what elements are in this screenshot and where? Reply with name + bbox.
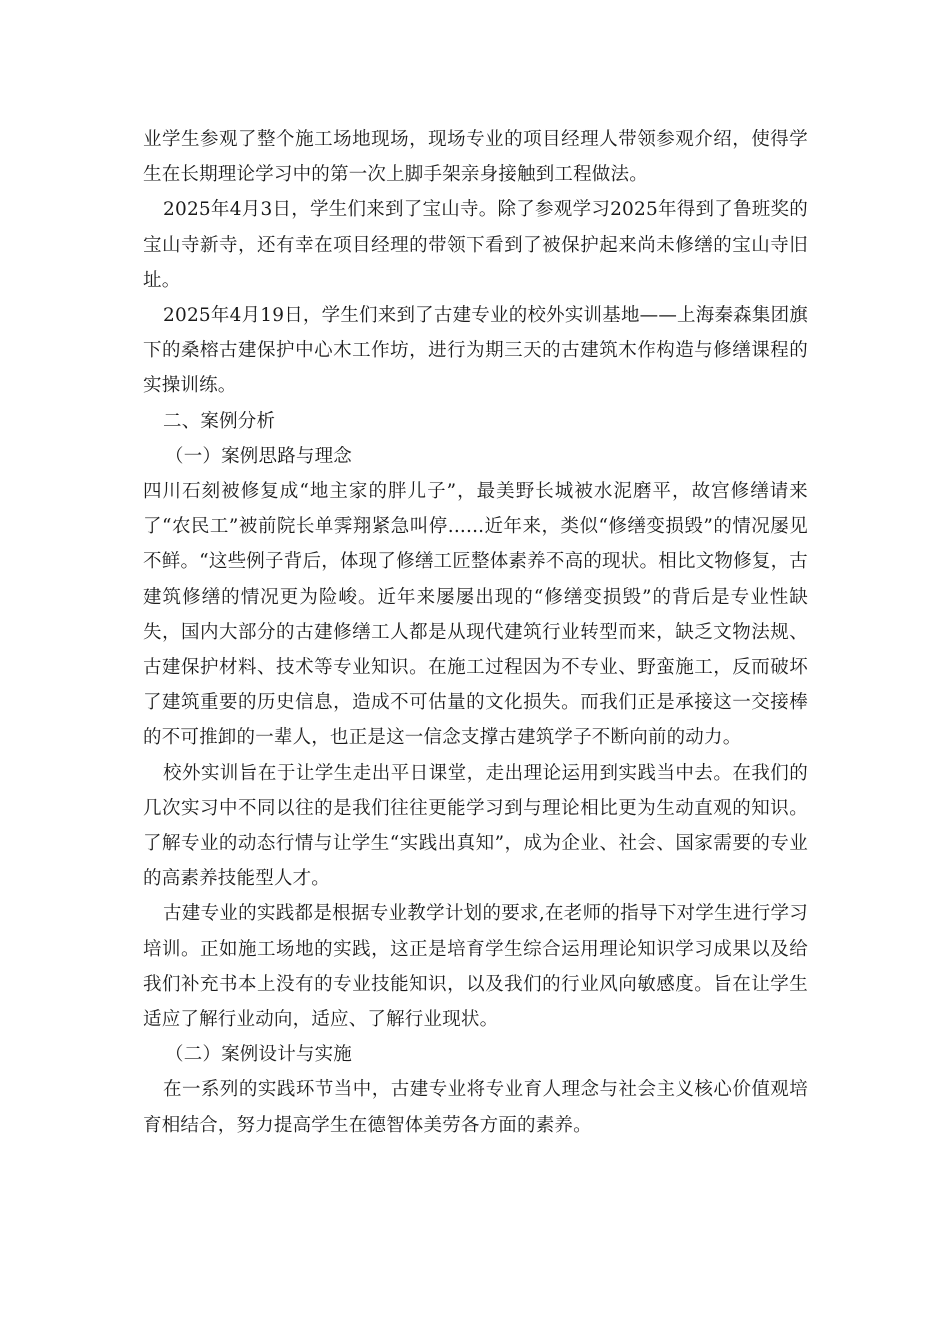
paragraph-values-education: 在一系列的实践环节当中，古建专业将专业育人理念与社会主义核心价值观培育相结合，努力提高学生在德智体美劳各方面的素养。 [143,1079,808,1136]
paragraph-baoshan-temple: 2025年4月3日，学生们来到了宝山寺。除了参观学习2025年得到了鲁班奖的宝山寺新寺，还有幸在项目经理的带领下看到了被保护起来尚未修缮的宝山寺旧址。 [143,199,808,291]
paragraph-training-base: 2025年4月19日，学生们来到了古建专业的校外实训基地——上海秦森集团旗下的桑榕古建保护中心木工作坊，进行为期三天的古建筑木作构造与修缮课程的实操训练。 [143,305,808,397]
paragraph-practice-plan: 古建专业的实践都是根据专业教学计划的要求,在老师的指导下对学生进行学习培训。正如施工场地的实践，这正是培育学生综合运用理论知识学习成果以及给我们补充书本上没有的专业技能知识，以及我们的行业风向敏感度。旨在让学生适应了解行业动向，适应、了解行业现状。 [143,903,808,1031]
subheading-case-design: （二）案例设计与实施 [165,1044,353,1066]
paragraph-restoration-issues: 四川石刻被修复成“地主家的胖儿子”，最美野长城被水泥磨平，故宫修缮请来了“农民工”被前院长单霁翔紧急叫停......近年来，类似“修缮变损毁”的情况屡见不鲜。“这些例子背后，体现了修缮工匠整体素养不高的现状。相比文物修复，古建筑修缮的情况更为险峻。近年来屡屡出现的“修缮变损毁”的背后是专业性缺失，国内大部分的古建修缮工人都是从现代建筑行业转型而来，缺乏文物法规、古建保护材料、技术等专业知识。在施工过程因为不专业、野蛮施工，反而破坏了建筑重要的历史信息，造成不可估量的文化损失。而我们正是承接这一交接棒的不可推卸的一辈人，也正是这一信念支撑古建筑学子不断向前的动力。 [143,481,808,749]
section-heading-case-analysis: 二、案例分析 [163,410,276,432]
paragraph-off-campus-training: 校外实训旨在于让学生走出平日课堂，走出理论运用到实践当中去。在我们的几次实习中不同以往的是我们往往更能学习到与理论相比更为生动直观的知识。了解专业的动态行情与让学生“实践出真知”，成为企业、社会、国家需要的专业的高素养技能型人才。 [143,762,808,890]
document-body [143,122,808,1143]
subheading-case-concept: （一）案例思路与理念 [165,445,353,467]
paragraph-site-visit: 业学生参观了整个施工场地现场，现场专业的项目经理人带领参观介绍，使得学生在长期理论学习中的第一次上脚手架亲身接触到工程做法。 [143,129,808,186]
